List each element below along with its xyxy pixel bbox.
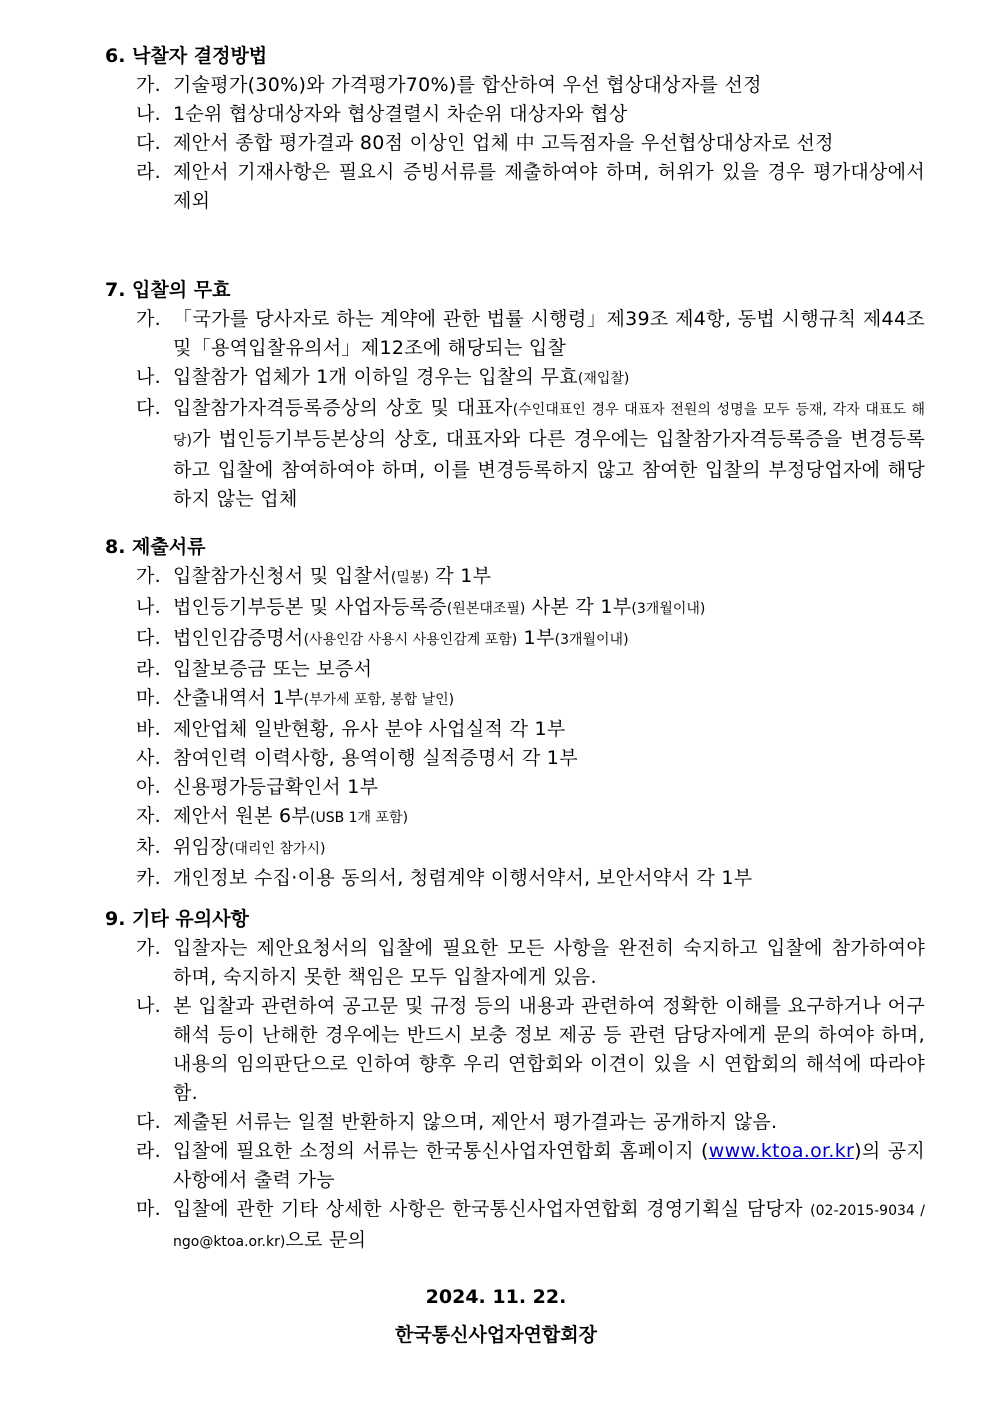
section-8-heading: 8. 제출서류 (105, 536, 206, 558)
section-8-item-1: 가. 입찰참가신청서 및 입찰서(밀봉) 각 1부 (136, 565, 492, 587)
section-9-item-1: 가. 입찰자는 제안요청서의 입찰에 필요한 모든 사항을 완전히 숙지하고 입찰에 참가하여야 하며, 숙지하지 못한 책임은 모두 입찰자에게 있음. (136, 937, 925, 988)
section-9-item-4: 라. 입찰에 필요한 소정의 서류는 한국통신사업자연합회 홈페이지 (www.ktoa.or.kr)의 공지사항에서 출력 가능 (136, 1140, 925, 1191)
section-6-item-4: 라. 제안서 기재사항은 필요시 증빙서류를 제출하여야 하며, 허위가 있을 경우 평가대상에서 제외 (136, 161, 925, 212)
section-8-item-5: 마. 산출내역서 1부(부가세 포함, 봉합 날인) (136, 687, 455, 709)
section-6-item-2: 나. 1순위 협상대상자와 협상결렬시 차순위 대상자와 협상 (136, 103, 628, 125)
section-6-item-3: 다. 제안서 종합 평가결과 80점 이상인 업체 中 고득점자을 우선협상대상자로 선정 (136, 132, 834, 154)
section-8-item-3: 다. 법인인감증명서(사용인감 사용시 사용인감계 포함) 1부(3개월이내) (136, 627, 629, 649)
section-8-item-4: 라. 입찰보증금 또는 보증서 (136, 658, 373, 680)
section-7 (105, 276, 925, 514)
section-9 (105, 905, 925, 1257)
section-9-item-2: 나. 본 입찰과 관련하여 공고문 및 규정 등의 내용과 관련하여 정확한 이해를 요구하거나 어구해석 등이 난해한 경우에는 반드시 보충 정보 제공 등 관련 담당자에게 문의 하여야 하며, 내용의 임의판단으로 인하여 향후 우리 연합회와 이견이 있을 시 연합회의 해석에 따라야 함. (136, 995, 925, 1104)
section-8 (105, 533, 925, 893)
section-7-item-2: 나. 입찰참가 업체가 1개 이하일 경우는 입찰의 무효(재입찰) (136, 366, 630, 388)
section-8-item-8: 아. 신용평가등급확인서 1부 (136, 776, 379, 798)
section-8-item-10: 차. 위임장(대리인 참가시) (136, 836, 326, 858)
section-9-item-3: 다. 제출된 서류는 일절 반환하지 않으며, 제안서 평가결과는 공개하지 않음. (136, 1111, 778, 1133)
section-8-item-2: 나. 법인등기부등본 및 사업자등록증(원본대조필) 사본 각 1부(3개월이내) (136, 596, 706, 618)
section-8-item-11: 카. 개인정보 수집‧이용 동의서, 청렴계약 이행서약서, 보안서약서 각 1부 (136, 867, 753, 889)
section-9-item-5: 마. 입찰에 관한 기타 상세한 사항은 한국통신사업자연합회 경영기획실 담당자 (02-2015-9034 / ngo@ktoa.or.kr)으로 문의 (136, 1198, 925, 1251)
section-6-item-1: 가. 기술평가(30%)와 가격평가70%)를 합산하여 우선 협상대상자를 선정 (136, 74, 762, 96)
document-date: 2024. 11. 22. (425, 1286, 567, 1308)
section-7-heading: 7. 입찰의 무효 (105, 279, 231, 301)
section-6 (105, 42, 925, 216)
section-9-heading: 9. 기타 유의사항 (105, 908, 249, 930)
section-8-item-7: 사. 참여인력 이력사항, 용역이행 실적증명서 각 1부 (136, 747, 578, 769)
section-6-heading: 6. 낙찰자 결정방법 (105, 45, 268, 67)
issuing-organization: 한국통신사업자연합회장 (395, 1324, 597, 1346)
section-8-item-9: 자. 제안서 원본 6부(USB 1개 포함) (136, 805, 409, 827)
section-7-item-1: 가. 「국가를 당사자로 하는 계약에 관한 법률 시행령」제39조 제4항, 동법 시행규칙 제44조 및「용역입찰유의서」제12조에 해당되는 입찰 (136, 308, 925, 359)
ktoa-homepage-link[interactable]: www.ktoa.or.kr (708, 1140, 855, 1162)
section-8-item-6: 바. 제안업체 일반현황, 유사 분야 사업실적 각 1부 (136, 718, 566, 740)
section-7-item-3: 다. 입찰참가자격등록증상의 상호 및 대표자(수인대표인 경우 대표자 전원의 성명을 모두 등재, 각자 대표도 해당)가 법인등기부등본상의 상호, 대표자와 다른 경우에는 입찰참가자격등록증을 변경등록하고 입찰에 참여하여야 하며, 이를 변경등록하지 않고 참여한 입찰의 부정당업자에 해당하지 않는 업체 (136, 397, 926, 510)
